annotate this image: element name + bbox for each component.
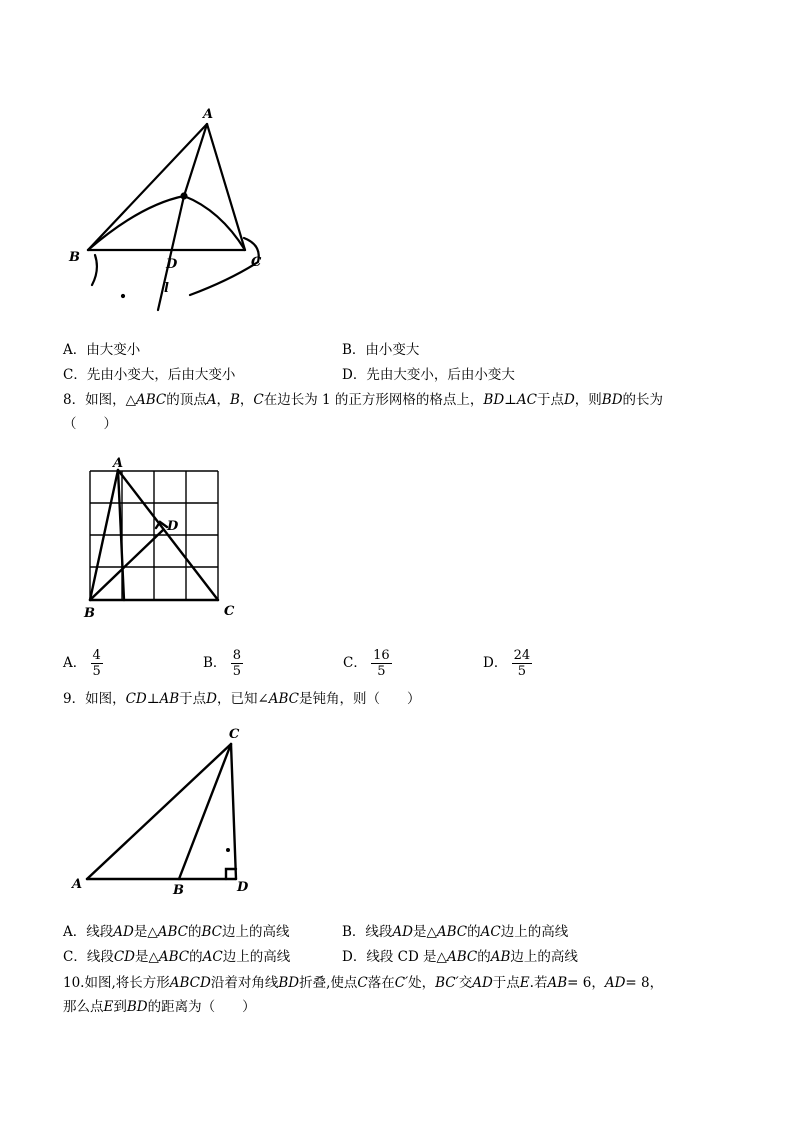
q8-option-a: A． $\frac{4}{5}$ [63,648,101,679]
q9-option-b: B．线段AD是△ABC的AC边上的高线 [342,924,569,940]
fig1-label-C: C [251,255,262,270]
fig2-label-C: C [224,604,235,619]
q8-stem-line2: （ ） [63,416,117,432]
fig3-label-B: B [173,883,184,898]
fig3-label-A: A [72,877,83,892]
q7-option-c: C．先由小变大，后由大变小 [63,367,236,383]
q10-stem-line2: 那么点E到BD的距离为（ ） [63,999,256,1015]
q10-stem-line1: 10.如图,将长方形ABCD沿着对角线BD折叠,使点C落在C′处，BC′交AD于点E.若AB= 6，AD= 8， [63,975,664,991]
fig2-label-D: D [167,519,179,534]
fig1-label-B: B [69,250,80,265]
q8-option-b: B． $\frac{8}{5}$ [203,648,241,679]
fig1-label-D: D [166,257,178,272]
q9-option-d: D．线段 CD 是△ABC的AB边上的高线 [342,949,578,965]
fig1-label-l: l [164,281,169,296]
fig2-label-B: B [84,606,95,621]
q9-option-c: C．线段CD是△ABC的AC边上的高线 [63,949,291,965]
q7-option-b: B．由小变大 [342,342,420,358]
q8-stem-line1: 8．如图，△ABC的顶点A，B，C在边长为 1 的正方形网格的格点上，BD⊥AC于点D，则BD的长为 [63,392,664,408]
fig3-label-C: C [229,727,240,742]
q8-option-d: D． $\frac{24}{5}$ [483,648,531,679]
fig2-label-A: A [113,456,124,471]
q8-option-c: C． $\frac{16}{5}$ [343,648,390,679]
fig1-label-A: A [203,107,214,122]
q7-option-a: A．由大变小 [63,342,141,358]
q7-option-d: D．先由大变小，后由小变大 [342,367,515,383]
q9-option-a: A．线段AD是△ABC的BC边上的高线 [63,924,290,940]
fig3-label-D: D [237,880,249,895]
q9-stem: 9．如图，CD⊥AB于点D，已知∠ABC是钝角，则（ ） [63,691,421,707]
